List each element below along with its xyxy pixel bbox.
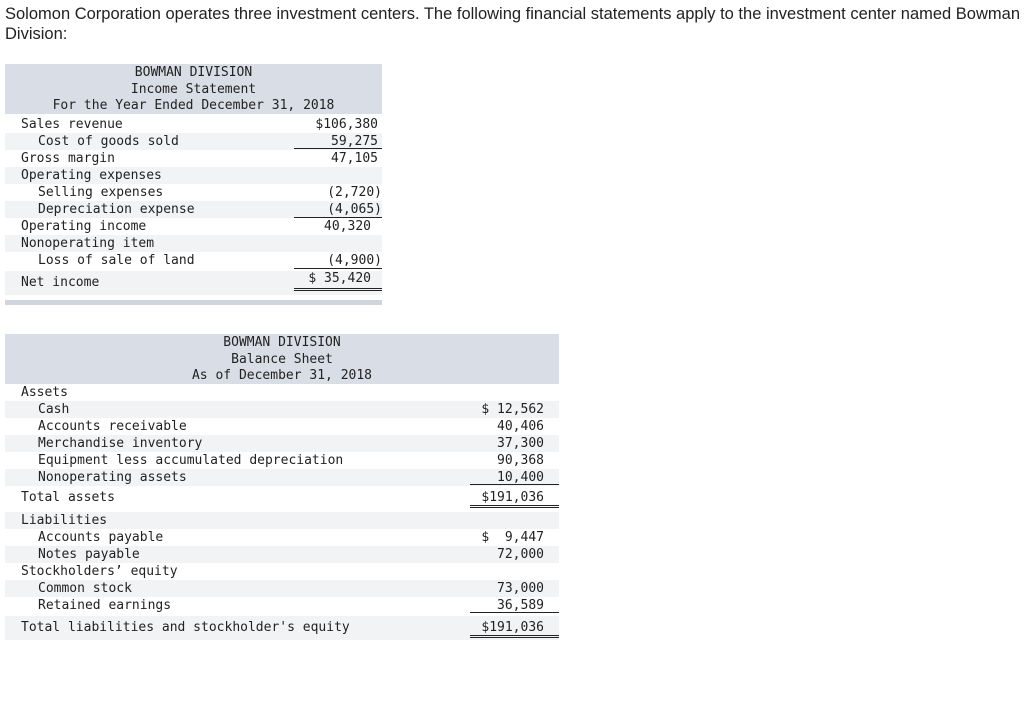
balance-value: $191,036 <box>470 616 559 638</box>
income-label: Cost of goods sold <box>38 134 179 149</box>
balance-sheet-header <box>5 334 559 384</box>
income-title-statement: Income Statement <box>130 81 257 97</box>
income-net-income-double-underline <box>294 288 382 291</box>
balance-row-total-assets <box>5 486 559 510</box>
income-label: Operating expenses <box>21 168 162 183</box>
income-label: Sales revenue <box>21 117 123 132</box>
balance-title-company: BOWMAN DIVISION <box>223 335 341 350</box>
balance-value: 72,000 <box>497 547 544 562</box>
balance-label: Retained earnings <box>38 598 172 613</box>
balance-value: $ 9,447 <box>481 530 544 545</box>
income-row-cogs <box>5 133 382 150</box>
income-label: Depreciation expense <box>38 202 195 217</box>
income-value: (4,900) <box>294 252 382 269</box>
income-row-selling-expenses <box>5 184 382 201</box>
balance-label: Notes payable <box>38 547 140 562</box>
balance-label: Common stock <box>38 581 132 596</box>
balance-value: $191,036 <box>470 486 559 508</box>
income-statement-footer-bar <box>5 300 382 305</box>
income-label: Net income <box>21 275 100 290</box>
income-value: (4,065) <box>294 201 382 218</box>
balance-label: Equipment less accumulated depreciation <box>38 453 344 468</box>
income-label: Gross margin <box>21 151 115 166</box>
income-value: 47,105 <box>331 151 378 166</box>
balance-label: Assets <box>21 385 68 400</box>
income-value: 59,275 <box>294 133 382 149</box>
balance-value: 37,300 <box>497 436 544 451</box>
balance-row-merchandise-inventory <box>5 435 559 452</box>
income-value: 40,320 <box>324 219 371 234</box>
balance-label: Total liabilities and stockholder's equity <box>21 620 350 635</box>
balance-row-equipment <box>5 452 559 469</box>
balance-row-retained-earnings <box>5 597 559 614</box>
balance-row-nonoperating-assets <box>5 469 559 486</box>
income-value: (2,720) <box>327 185 382 200</box>
balance-row-total-liabilities-equity <box>5 616 559 640</box>
balance-value: 73,000 <box>497 581 544 596</box>
balance-label: Liabilities <box>21 513 108 528</box>
income-label: Selling expenses <box>38 185 164 200</box>
income-statement-header <box>5 64 382 114</box>
income-label: Loss of sale of land <box>38 253 195 268</box>
income-value: $106,380 <box>315 117 378 132</box>
balance-label: Accounts receivable <box>38 419 187 434</box>
balance-label: Nonoperating assets <box>38 470 187 485</box>
balance-row-stockholders-equity <box>5 563 559 580</box>
income-row-gross-margin <box>5 150 382 167</box>
income-title-company: BOWMAN DIVISION <box>134 65 253 80</box>
balance-label: Stockholders’ equity <box>21 564 178 579</box>
balance-value: 36,589 <box>470 597 559 613</box>
income-value: $ 35,420 <box>308 271 371 286</box>
income-label: Nonoperating item <box>21 236 155 251</box>
income-row-operating-income <box>5 218 382 235</box>
income-row-sales-revenue <box>5 116 382 133</box>
balance-value: 90,368 <box>497 453 544 468</box>
balance-label: Total assets <box>21 490 115 505</box>
balance-value: 10,400 <box>470 469 559 485</box>
income-label: Operating income <box>21 219 147 234</box>
balance-sheet <box>5 334 559 640</box>
balance-row-accounts-receivable <box>5 418 559 435</box>
balance-title-statement: Balance Sheet <box>231 351 333 367</box>
income-row-operating-expenses <box>5 167 382 184</box>
balance-value: 40,406 <box>497 419 544 434</box>
balance-title-period: As of December 31, 2018 <box>191 368 372 383</box>
balance-label: Accounts payable <box>38 530 164 545</box>
income-title-period: For the Year Ended December 31, 2018 <box>52 98 335 113</box>
income-statement <box>5 64 382 295</box>
balance-row-assets <box>5 384 559 401</box>
balance-value: $ 12,562 <box>481 402 544 417</box>
income-row-nonoperating-item <box>5 235 382 252</box>
income-row-net-income <box>5 271 382 295</box>
balance-row-notes-payable <box>5 546 559 563</box>
balance-label: Cash <box>38 402 70 417</box>
income-row-depreciation <box>5 201 382 218</box>
balance-row-accounts-payable <box>5 529 559 546</box>
intro-text: Solomon Corporation operates three investment centers. The following financial statements apply to the investment center named Bowman Division: <box>5 5 1020 43</box>
balance-row-common-stock <box>5 580 559 597</box>
balance-row-liabilities <box>5 512 559 529</box>
balance-row-cash <box>5 401 559 418</box>
balance-label: Merchandise inventory <box>38 436 203 451</box>
